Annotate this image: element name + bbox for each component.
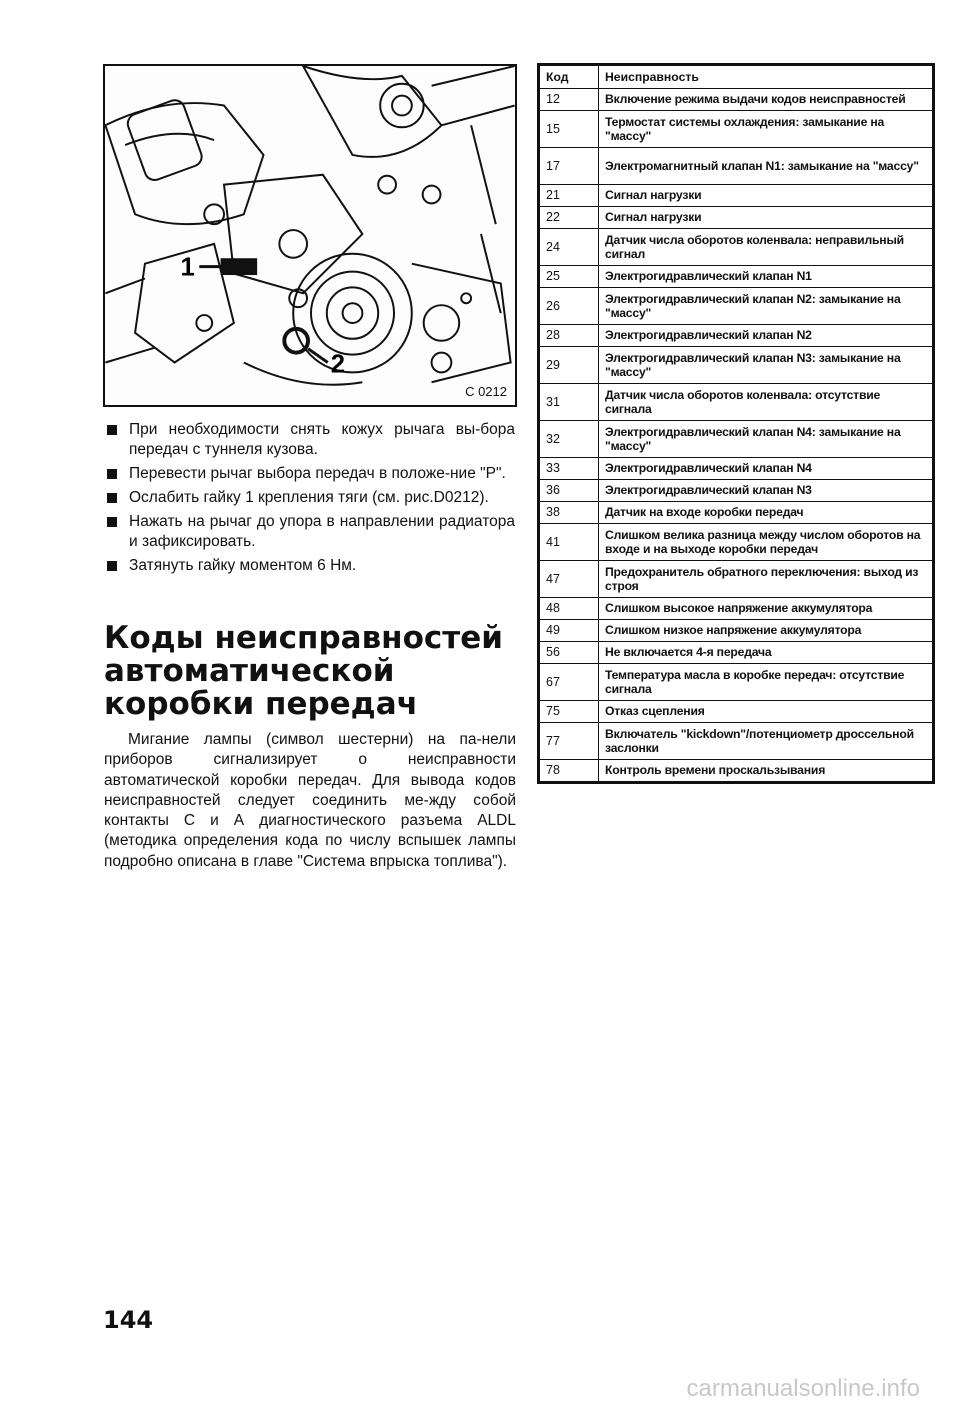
- code-cell: 38: [539, 502, 599, 524]
- fault-cell: Датчик числа оборотов коленвала: неправильный сигнал: [599, 229, 934, 266]
- code-cell: 17: [539, 148, 599, 185]
- table-row: [539, 723, 934, 760]
- fault-cell: Включение режима выдачи кодов неисправностей: [599, 89, 934, 111]
- callout-2: 2: [330, 350, 346, 379]
- fault-cell: Отказ сцепления: [599, 701, 934, 723]
- fault-cell: Слишком низкое напряжение аккумулятора: [599, 620, 934, 642]
- heading-line: автоматической: [104, 653, 395, 689]
- bullet-icon: [107, 425, 117, 435]
- fault-cell: Включатель "kickdown"/потенциометр дроссельной заслонки: [599, 723, 934, 760]
- fault-code-table: [537, 63, 935, 784]
- body-paragraph: Мигание лампы (символ шестерни) на па-нели приборов сигнализирует о неисправности автоматической коробки передач. Для вывода кодов неисправностей следует соединить ме-жду собой контакты С и А диагностического разъема ALDL (методика определения кода по числу вспышек лампы подробно описана в главе "Система впрыска топлива").: [104, 731, 516, 870]
- code-cell: 75: [539, 701, 599, 723]
- fault-cell: Сигнал нагрузки: [599, 207, 934, 229]
- table-row: [539, 288, 934, 325]
- fault-cell: Электрогидравлический клапан N3: замыкание на "массу": [599, 347, 934, 384]
- instruction-text: Нажать на рычаг до упора в направлении радиатора и зафиксировать.: [129, 513, 515, 550]
- code-cell: 32: [539, 421, 599, 458]
- fault-cell: Электрогидравлический клапан N2: [599, 325, 934, 347]
- code-cell: 29: [539, 347, 599, 384]
- code-cell: 26: [539, 288, 599, 325]
- table-header-row: [539, 65, 934, 89]
- fault-cell: Температура масла в коробке передач: отсутствие сигнала: [599, 664, 934, 701]
- instruction-item: [105, 464, 515, 484]
- fault-cell: Электрогидравлический клапан N3: [599, 480, 934, 502]
- table-row: [539, 458, 934, 480]
- code-cell: 36: [539, 480, 599, 502]
- mechanism-figure: [103, 64, 517, 407]
- table-row: [539, 266, 934, 288]
- table-row: [539, 111, 934, 148]
- bullet-icon: [107, 493, 117, 503]
- instruction-text: Перевести рычаг выбора передач в положе-ние "P".: [129, 465, 506, 482]
- column-header-code: Код: [539, 65, 599, 89]
- instruction-item: [105, 420, 515, 460]
- table-row: [539, 89, 934, 111]
- figure-code: C 0212: [465, 384, 507, 399]
- code-cell: 47: [539, 561, 599, 598]
- fault-cell: Электромагнитный клапан N1: замыкание на "массу": [599, 148, 934, 185]
- code-cell: 67: [539, 664, 599, 701]
- code-cell: 33: [539, 458, 599, 480]
- table-row: [539, 664, 934, 701]
- instruction-text: Затянуть гайку моментом 6 Нм.: [129, 557, 357, 574]
- fault-cell: Датчик на входе коробки передач: [599, 502, 934, 524]
- bullet-icon: [107, 469, 117, 479]
- table-row: [539, 148, 934, 185]
- fault-cell: Электрогидравлический клапан N4: [599, 458, 934, 480]
- heading-line: Коды неисправностей: [104, 620, 503, 656]
- fault-cell: Сигнал нагрузки: [599, 185, 934, 207]
- fault-cell: Слишком велика разница между числом оборотов на входе и на выходе коробки передач: [599, 524, 934, 561]
- code-cell: 28: [539, 325, 599, 347]
- fault-cell: Слишком высокое напряжение аккумулятора: [599, 598, 934, 620]
- watermark: carmanualsonline.info: [686, 1375, 920, 1402]
- instruction-list: [105, 420, 515, 580]
- callout-1: 1: [180, 253, 195, 282]
- fault-cell: Предохранитель обратного переключения: выход из строя: [599, 561, 934, 598]
- table-row: [539, 760, 934, 783]
- table-row: [539, 701, 934, 723]
- table-row: [539, 620, 934, 642]
- code-cell: 21: [539, 185, 599, 207]
- fault-cell: Термостат системы охлаждения: замыкание на "массу": [599, 111, 934, 148]
- code-cell: 78: [539, 760, 599, 783]
- code-cell: 77: [539, 723, 599, 760]
- fault-cell: Контроль времени проскальзывания: [599, 760, 934, 783]
- code-cell: 25: [539, 266, 599, 288]
- instruction-text: При необходимости снять кожух рычага вы-бора передач с туннеля кузова.: [129, 421, 515, 458]
- table-row: [539, 642, 934, 664]
- table-row: [539, 384, 934, 421]
- table-row: [539, 598, 934, 620]
- page-number: 144: [103, 1306, 154, 1334]
- fault-cell: Электрогидравлический клапан N2: замыкание на "массу": [599, 288, 934, 325]
- table-row: [539, 207, 934, 229]
- column-header-fault: Неисправность: [599, 65, 934, 89]
- code-cell: 56: [539, 642, 599, 664]
- table-row: [539, 524, 934, 561]
- code-cell: 22: [539, 207, 599, 229]
- gear-selector-drawing: [105, 66, 515, 405]
- table-row: [539, 421, 934, 458]
- fault-cell: Электрогидравлический клапан N4: замыкание на "массу": [599, 421, 934, 458]
- code-cell: 12: [539, 89, 599, 111]
- table-row: [539, 347, 934, 384]
- code-cell: 15: [539, 111, 599, 148]
- instruction-item: [105, 512, 515, 552]
- table-row: [539, 229, 934, 266]
- table-row: [539, 325, 934, 347]
- bullet-icon: [107, 517, 117, 527]
- code-cell: 41: [539, 524, 599, 561]
- code-cell: 49: [539, 620, 599, 642]
- instruction-item: [105, 556, 515, 576]
- fault-cell: Не включается 4-я передача: [599, 642, 934, 664]
- instruction-item: [105, 488, 515, 508]
- fault-cell: Электрогидравлический клапан N1: [599, 266, 934, 288]
- table-row: [539, 185, 934, 207]
- code-cell: 48: [539, 598, 599, 620]
- code-cell: 24: [539, 229, 599, 266]
- table-row: [539, 561, 934, 598]
- section-heading: [104, 622, 524, 721]
- code-cell: 31: [539, 384, 599, 421]
- instruction-text: Ослабить гайку 1 крепления тяги (см. рис.D0212).: [129, 489, 489, 506]
- table-row: [539, 502, 934, 524]
- heading-line: коробки передач: [104, 686, 418, 722]
- table-row: [539, 480, 934, 502]
- fault-cell: Датчик числа оборотов коленвала: отсутствие сигнала: [599, 384, 934, 421]
- bullet-icon: [107, 561, 117, 571]
